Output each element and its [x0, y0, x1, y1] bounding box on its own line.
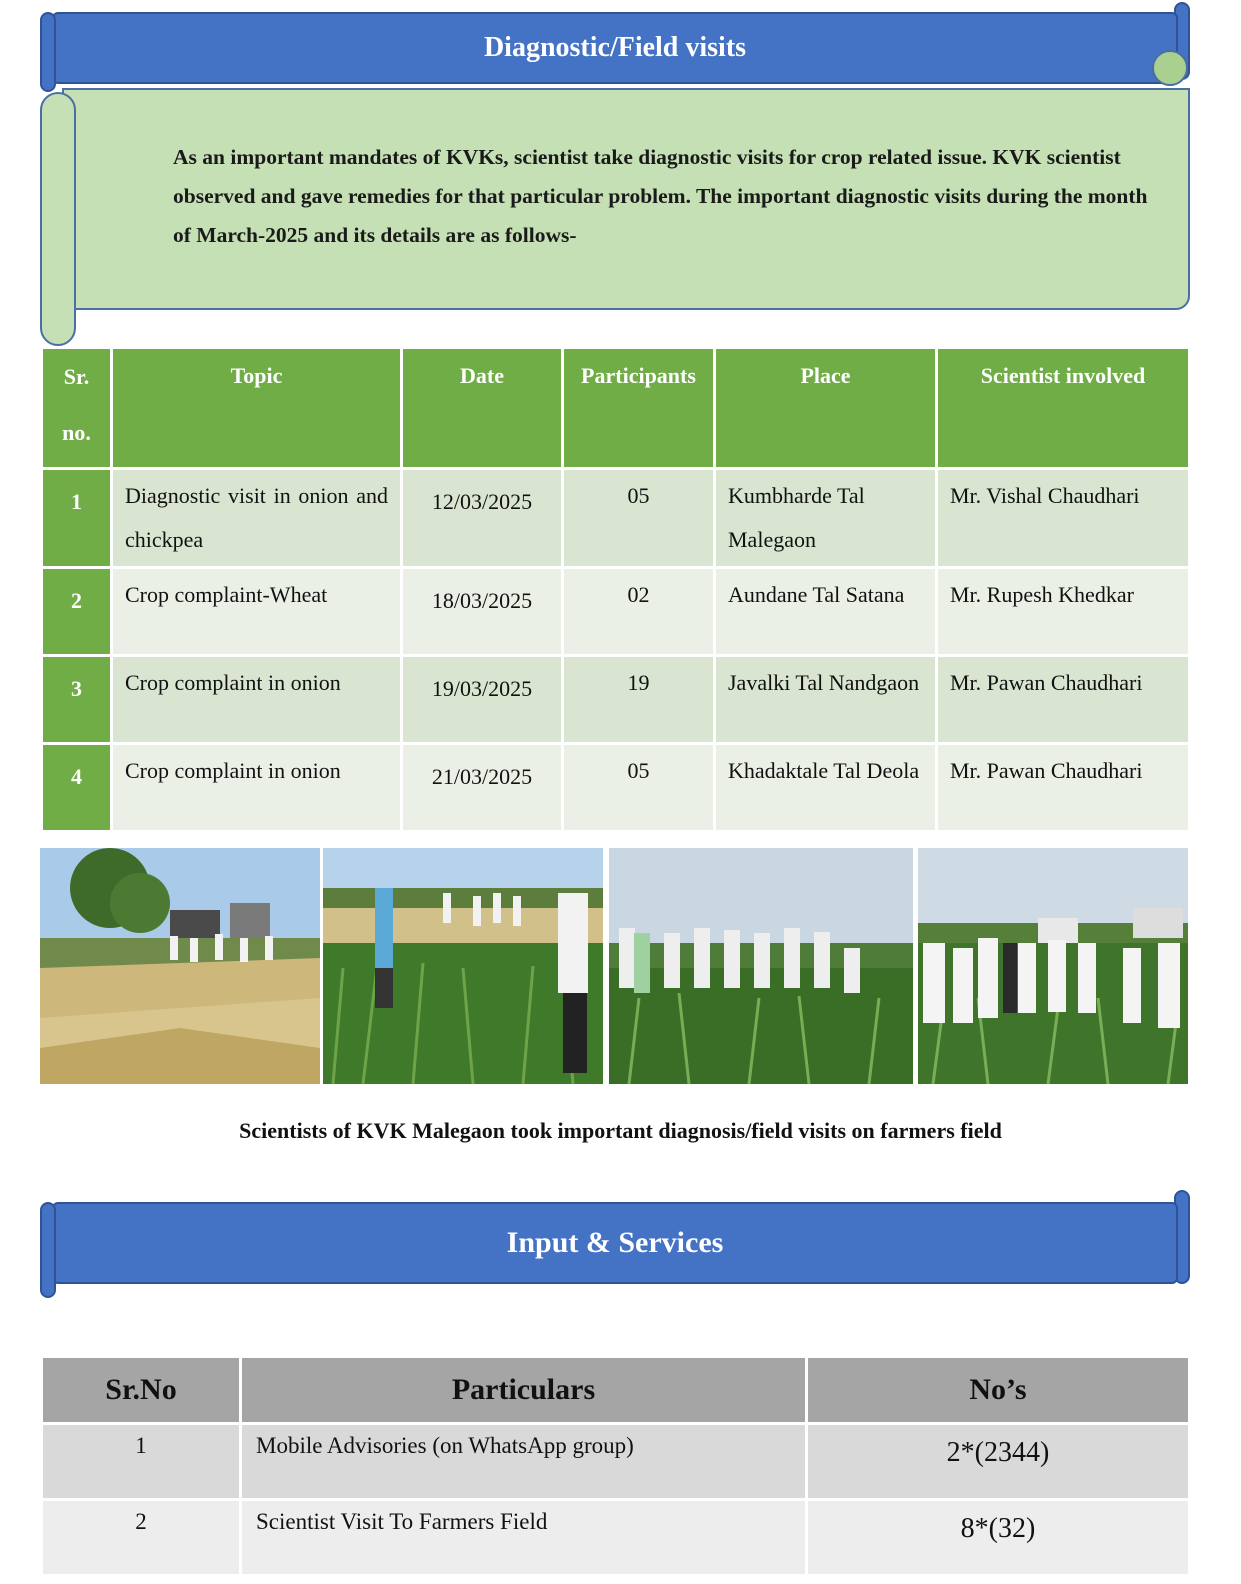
section-banner-diagnostic: [40, 12, 1190, 92]
cell-date: 19/03/2025: [402, 656, 563, 744]
cell-participants: 19: [563, 656, 715, 744]
diagnostic-visits-table: [40, 346, 1191, 833]
table-row: [42, 568, 1190, 656]
cell-sr: 3: [42, 656, 112, 744]
table-header-row: [42, 1357, 1190, 1424]
cell-date: 18/03/2025: [402, 568, 563, 656]
header-topic: Topic: [112, 348, 402, 469]
cell-place: Aundane Tal Satana: [715, 568, 937, 656]
cell-sr: 2: [42, 1500, 241, 1576]
intro-text: As an important mandates of KVKs, scientist take diagnostic visits for crop related issue. KVK scientist observed and gave remedies for that particular problem. The important diagnostic visits during the month of March-2025 and its details are as follows-: [173, 145, 1148, 247]
field-photo-onion-1: [323, 848, 603, 1084]
cell-scientist: Mr. Vishal Chaudhari: [937, 469, 1190, 568]
cell-participants: 02: [563, 568, 715, 656]
intro-scroll-roll: [40, 92, 76, 346]
cell-particulars: Mobile Advisories (on WhatsApp group): [241, 1424, 807, 1500]
cell-sr: 1: [42, 1424, 241, 1500]
header-particulars: Particulars: [241, 1357, 807, 1424]
header-date: Date: [402, 348, 563, 469]
header-participants: Participants: [563, 348, 715, 469]
cell-topic: Diagnostic visit in onion and chickpea: [112, 469, 402, 568]
cell-place: Javalki Tal Nandgaon: [715, 656, 937, 744]
cell-nos: 2*(2344): [807, 1424, 1190, 1500]
cell-participants: 05: [563, 469, 715, 568]
field-photo-wheat: [40, 848, 320, 1084]
input-services-table: [40, 1355, 1191, 1577]
section-banner-input-services: [40, 1190, 1190, 1300]
table-row: [42, 656, 1190, 744]
intro-scroll-curl: [1152, 50, 1188, 86]
cell-date: 12/03/2025: [402, 469, 563, 568]
table-row: [42, 744, 1190, 832]
cell-sr: 2: [42, 568, 112, 656]
table-row: [42, 1500, 1190, 1576]
cell-sr: 1: [42, 469, 112, 568]
intro-scroll: [40, 82, 1190, 346]
header-place: Place: [715, 348, 937, 469]
header-scientist: Scientist involved: [937, 348, 1190, 469]
table-header-row: [42, 348, 1190, 469]
cell-scientist: Mr. Pawan Chaudhari: [937, 656, 1190, 744]
table-row: [42, 1424, 1190, 1500]
cell-topic: Crop complaint in onion: [112, 744, 402, 832]
section-title: Input & Services: [506, 1226, 724, 1259]
field-photo-onion-2: [609, 848, 913, 1084]
cell-particulars: Scientist Visit To Farmers Field: [241, 1500, 807, 1576]
cell-date: 21/03/2025: [402, 744, 563, 832]
cell-place: Khadaktale Tal Deola: [715, 744, 937, 832]
cell-scientist: Mr. Rupesh Khedkar: [937, 568, 1190, 656]
cell-place: Kumbharde Tal Malegaon: [715, 469, 937, 568]
cell-participants: 05: [563, 744, 715, 832]
header-sr-no: Sr.No: [42, 1357, 241, 1424]
cell-topic: Crop complaint in onion: [112, 656, 402, 744]
cell-sr: 4: [42, 744, 112, 832]
section-title: Diagnostic/Field visits: [483, 32, 747, 63]
field-photo-onion-3: [918, 848, 1188, 1084]
header-sr: Sr. no.: [42, 348, 112, 469]
table-row: [42, 469, 1190, 568]
photo-caption: Scientists of KVK Malegaon took important diagnosis/field visits on farmers field: [239, 1118, 1002, 1143]
header-nos: No’s: [807, 1357, 1190, 1424]
cell-scientist: Mr. Pawan Chaudhari: [937, 744, 1190, 832]
cell-nos: 8*(32): [807, 1500, 1190, 1576]
cell-topic: Crop complaint-Wheat: [112, 568, 402, 656]
